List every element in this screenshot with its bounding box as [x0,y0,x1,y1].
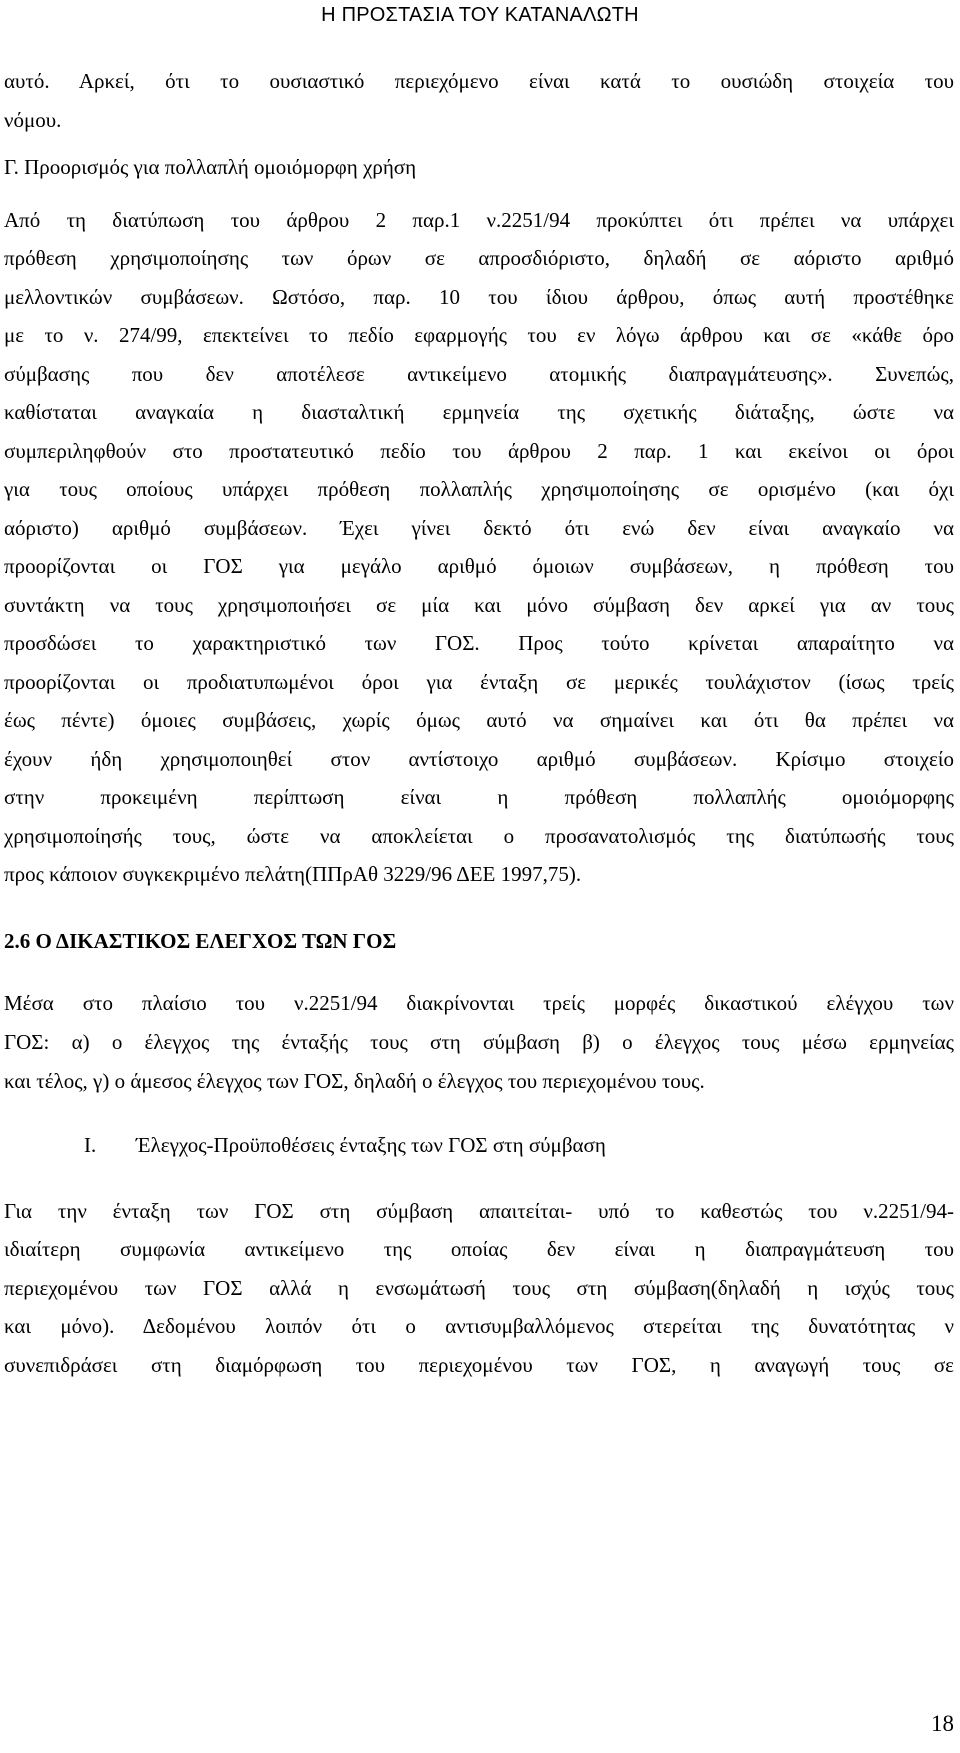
subsection-number: Ι. [84,1132,97,1157]
subsection-title: Έλεγχος-Προϋποθέσεις ένταξης των ΓΟΣ στη σύμβαση [136,1132,606,1157]
text-line: μελλοντικών συμβάσεων. Ωστόσο, παρ. 10 του ίδιου άρθρου, όπως αυτή προστέθηκε [4,284,954,309]
text-line: ΓΟΣ: α) ο έλεγχος της ένταξής τους στη σύμβαση β) ο έλεγχος τους μέσω ερμηνείας [4,1029,954,1054]
text-line: προορίζονται οι ΓΟΣ για μεγάλο αριθμό όμοιων συμβάσεων, η πρόθεση του [4,554,954,578]
text-line: και τέλος, γ) ο άμεσος έλεγχος των ΓΟΣ, δηλαδή ο έλεγχος του περιεχομένου τους. [4,1069,705,1094]
paragraph-integration [4,1192,954,1385]
text-line: στην προκειμένη περίπτωση είναι η πρόθεση πολλαπλής ομοιόμορφης [4,785,954,809]
text-line: ιδιαίτερη συμφωνία αντικείμενο της οποίας δεν είναι η διαπραγμάτευση του [4,1237,954,1262]
subsection-heading [84,1126,954,1164]
text-line: έως πέντε) όμοιες συμβάσεις, χωρίς όμως αυτό να σημαίνει και ότι θα πρέπει να [4,708,954,732]
text-line: συμπεριληφθούν στο προστατευτικό πεδίο του άρθρου 2 παρ. 1 και εκείνοι οι όροι [4,438,954,463]
text-line: προορίζονται οι προδιατυπωμένοι όροι για ένταξη σε μερικές τουλάχιστον (ίσως τρείς [4,669,954,694]
text-line: και μόνο). Δεδομένου λοιπόν ότι ο αντισυμβαλλόμενος στερείται της δυνατότητας ν [4,1314,954,1339]
section-title: 2.6 Ο ΔΙΚΑΣΤΙΚΟΣ ΕΛΕΓΧΟΣ ΤΩΝ ΓΟΣ [4,928,397,953]
text-line: με το ν. 274/99, επεκτείνει το πεδίο εφαρμογής του εν λόγω άρθρου και σε «κάθε όρο [4,323,954,347]
text-line: για τους οποίους υπάρχει πρόθεση πολλαπλής χρησιμοποίησης σε ορισμένο (και όχι [4,477,954,501]
text-line: προσδώσει το χαρακτηριστικό των ΓΟΣ. Προς τούτο κρίνεται απαραίτητο να [4,631,954,655]
text-line: αόριστο) αριθμό συμβάσεων. Έχει γίνει δεκτό ότι ενώ δεν είναι αναγκαίο να [4,515,954,540]
text-line: σύμβασης που δεν αποτέλεσε αντικείμενο ατομικής διαπραγμάτευσης». Συνεπώς, [4,361,954,386]
paragraph-intro [4,62,954,139]
text-line: χρησιμοποίησής τους, ώστε να αποκλείεται ο προσανατολισμός της διατύπωσής τους [4,823,954,848]
page-body [4,62,954,1385]
text-line: Για την ένταξη των ΓΟΣ στη σύμβαση απαιτείται- υπό το καθεστώς του ν.2251/94- [4,1198,954,1223]
text-line: συνεπιδράσει στη διαμόρφωση του περιεχομένου των ΓΟΣ, η αναγωγή τους σε [4,1353,954,1378]
running-header: Η ΠΡΟΣΤΑΣΙΑ ΤΟΥ ΚΑΤΑΝΑΛΩΤΗ [321,4,639,26]
text-line: νόμου. [4,107,62,132]
text-line: περιεχομένου των ΓΟΣ αλλά η ενσωμάτωσή τους στη σύμβαση(δηλαδή η ισχύς τους [4,1275,954,1300]
subheading-purpose: Γ. Προορισμός για πολλαπλή ομοιόμορφη χρήση [4,155,417,179]
text-line: προς κάποιον συγκεκριμένο πελάτη(ΠΠρΑθ 3229/96 ΔΕΕ 1997,75). [4,862,582,886]
paragraph-judicial-control [4,984,954,1102]
text-line: καθίσταται αναγκαία η διασταλτική ερμηνεία της σχετικής διάταξης, ώστε να [4,400,954,424]
page-number: 18 [931,1711,954,1736]
text-line: αυτό. Αρκεί, ότι το ουσιαστικό περιεχόμενο είναι κατά το ουσιώδη στοιχεία του [4,69,954,93]
text-line: πρόθεση χρησιμοποίησης των όρων σε απροσδιόριστο, δηλαδή σε αόριστο αριθμό [4,246,954,270]
paragraph-purpose [4,201,954,894]
text-line: Μέσα στο πλαίσιο του ν.2251/94 διακρίνονται τρείς μορφές δικαστικού ελέγχου των [4,990,954,1015]
text-line: συντάκτη να τους χρησιμοποιήσει σε μία και μόνο σύμβαση δεν αρκεί για αν τους [4,592,954,617]
text-line: Από τη διατύπωση του άρθρου 2 παρ.1 ν.2251/94 προκύπτει ότι πρέπει να υπάρχει [4,207,954,232]
text-line: έχουν ήδη χρησιμοποιηθεί στον αντίστοιχο αριθμό συμβάσεων. Κρίσιμο στοιχείο [4,746,954,771]
